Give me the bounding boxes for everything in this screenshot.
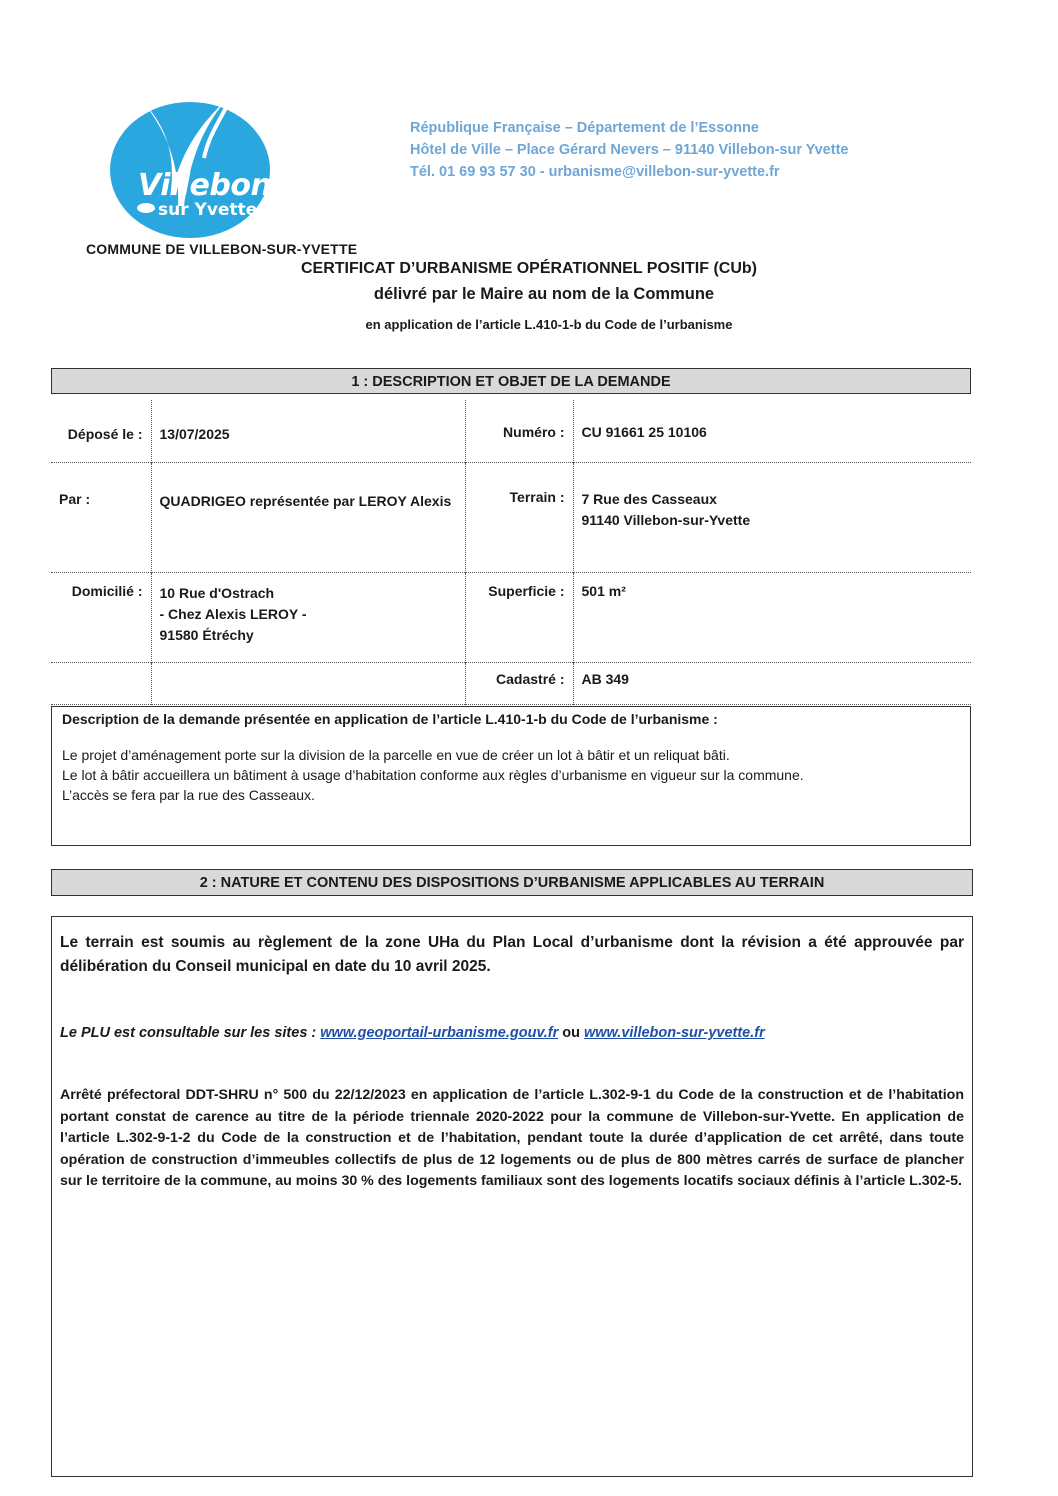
domicile-value <box>151 572 465 662</box>
villebon-logo <box>108 98 273 238</box>
certificate-title: CERTIFICAT D’URBANISME OPÉRATIONNEL POSITIF (CUb) <box>301 260 757 277</box>
logo-subtitle: sur Yvette <box>158 200 258 220</box>
letterhead <box>410 117 848 183</box>
description-line: Le projet d’aménagement porte sur la division de la parcelle en vue de créer un lot à bâtir et un reliquat bâti. <box>62 747 730 763</box>
terrain-value <box>573 462 971 572</box>
plu-consultation <box>60 1025 964 1041</box>
villebon-website-link[interactable]: www.villebon-sur-yvette.fr <box>584 1025 765 1041</box>
applicable-rules <box>51 916 973 1477</box>
empty-cell <box>51 662 151 704</box>
request-table <box>51 400 971 705</box>
terrain-line: 91140 Villebon-sur-Yvette <box>581 511 751 528</box>
table-row <box>51 400 971 462</box>
superficie-label: Superficie : <box>465 572 573 662</box>
section2-heading: 2 : NATURE ET CONTENU DES DISPOSITIONS D’URBANISME APPLICABLES AU TERRAIN <box>51 869 973 896</box>
par-label: Par : <box>59 490 91 507</box>
domicile-line: 91580 Étréchy <box>159 626 254 643</box>
plu-or: ou <box>562 1025 580 1041</box>
description-line: Le lot à bâtir accueillera un bâtiment à usage d’habitation conforme aux règles d’urbanisme en vigueur sur la commune. <box>62 767 804 783</box>
par-value: QUADRIGEO représentée par LEROY Alexis <box>151 462 465 572</box>
section1-heading: 1 : DESCRIPTION ET OBJET DE LA DEMANDE <box>51 368 971 394</box>
domicile-line: - Chez Alexis LEROY - <box>159 605 307 622</box>
terrain-label: Terrain : <box>465 462 573 572</box>
zoning-statement: Le terrain est soumis au règlement de la zone UHa du Plan Local d’urbanisme dont la révision a été approuvée par délibération du Conseil municipal en date du 10 avril 2025. <box>60 934 964 975</box>
cadastre-label: Cadastré : <box>465 662 573 704</box>
certificate-legal-basis: en application de l’article L.410-1-b du Code de l’urbanisme <box>365 317 733 332</box>
numero-value: CU 91661 25 10106 <box>573 400 971 462</box>
numero-label: Numéro : <box>465 400 573 462</box>
superficie-value: 501 m² <box>573 572 971 662</box>
domicile-label: Domicilié : <box>71 582 143 599</box>
table-row <box>51 572 971 662</box>
domicile-line: 10 Rue d'Ostrach <box>159 584 275 601</box>
description-line: L’accès se fera par la rue des Casseaux. <box>62 787 315 803</box>
empty-cell <box>151 662 465 704</box>
certificate-subtitle: délivré par le Maire au nom de la Commune <box>373 285 715 303</box>
depose-value: 13/07/2025 <box>151 400 465 462</box>
geoportail-link[interactable]: www.geoportail-urbanisme.gouv.fr <box>320 1025 559 1041</box>
commune-name: COMMUNE DE VILLEBON-SUR-YVETTE <box>86 241 358 257</box>
table-row <box>51 662 971 704</box>
letterhead-line: République Française – Département de l’Essonne <box>410 120 759 136</box>
letterhead-line: Hôtel de Ville – Place Gérard Nevers – 91140 Villebon-sur Yvette <box>410 142 849 158</box>
table-row <box>51 462 971 572</box>
terrain-line: 7 Rue des Casseaux <box>581 490 717 507</box>
prefectoral-order: Arrêté préfectoral DDT-SHRU n° 500 du 22/12/2023 en application de l’article L.302-9-1 du Code de la construction et de l’habitation portant constat de carence au titre de la période triennale 2020-2022 pour la commune de Villebon-sur-Yvette. En application de l’article L.302-9-1-2 du Code de la construction et de l’habitation, pendant toute la durée d’application de cet arrêté, dans toute opération de construction d’immeubles collectifs de plus de 12 logements ou de plus de 800 mètres carrés de surface de plancher sur le territoire de la commune, au moins 30 % des logements familiaux sont des logements locatifs sociaux définis à l’article L.302-5. <box>60 1087 964 1189</box>
description-title: Description de la demande présentée en application de l’article L.410-1-b du Code de l’urbanisme : <box>62 711 718 727</box>
depose-label: Déposé le : <box>67 426 143 442</box>
logo-wordmark: Villebon <box>138 168 272 203</box>
letterhead-line: Tél. 01 69 93 57 30 - urbanisme@villebon-sur-yvette.fr <box>410 164 780 180</box>
request-description <box>51 706 971 846</box>
cadastre-value: AB 349 <box>573 662 971 704</box>
plu-prefix: Le PLU est consultable sur les sites : <box>60 1025 317 1041</box>
